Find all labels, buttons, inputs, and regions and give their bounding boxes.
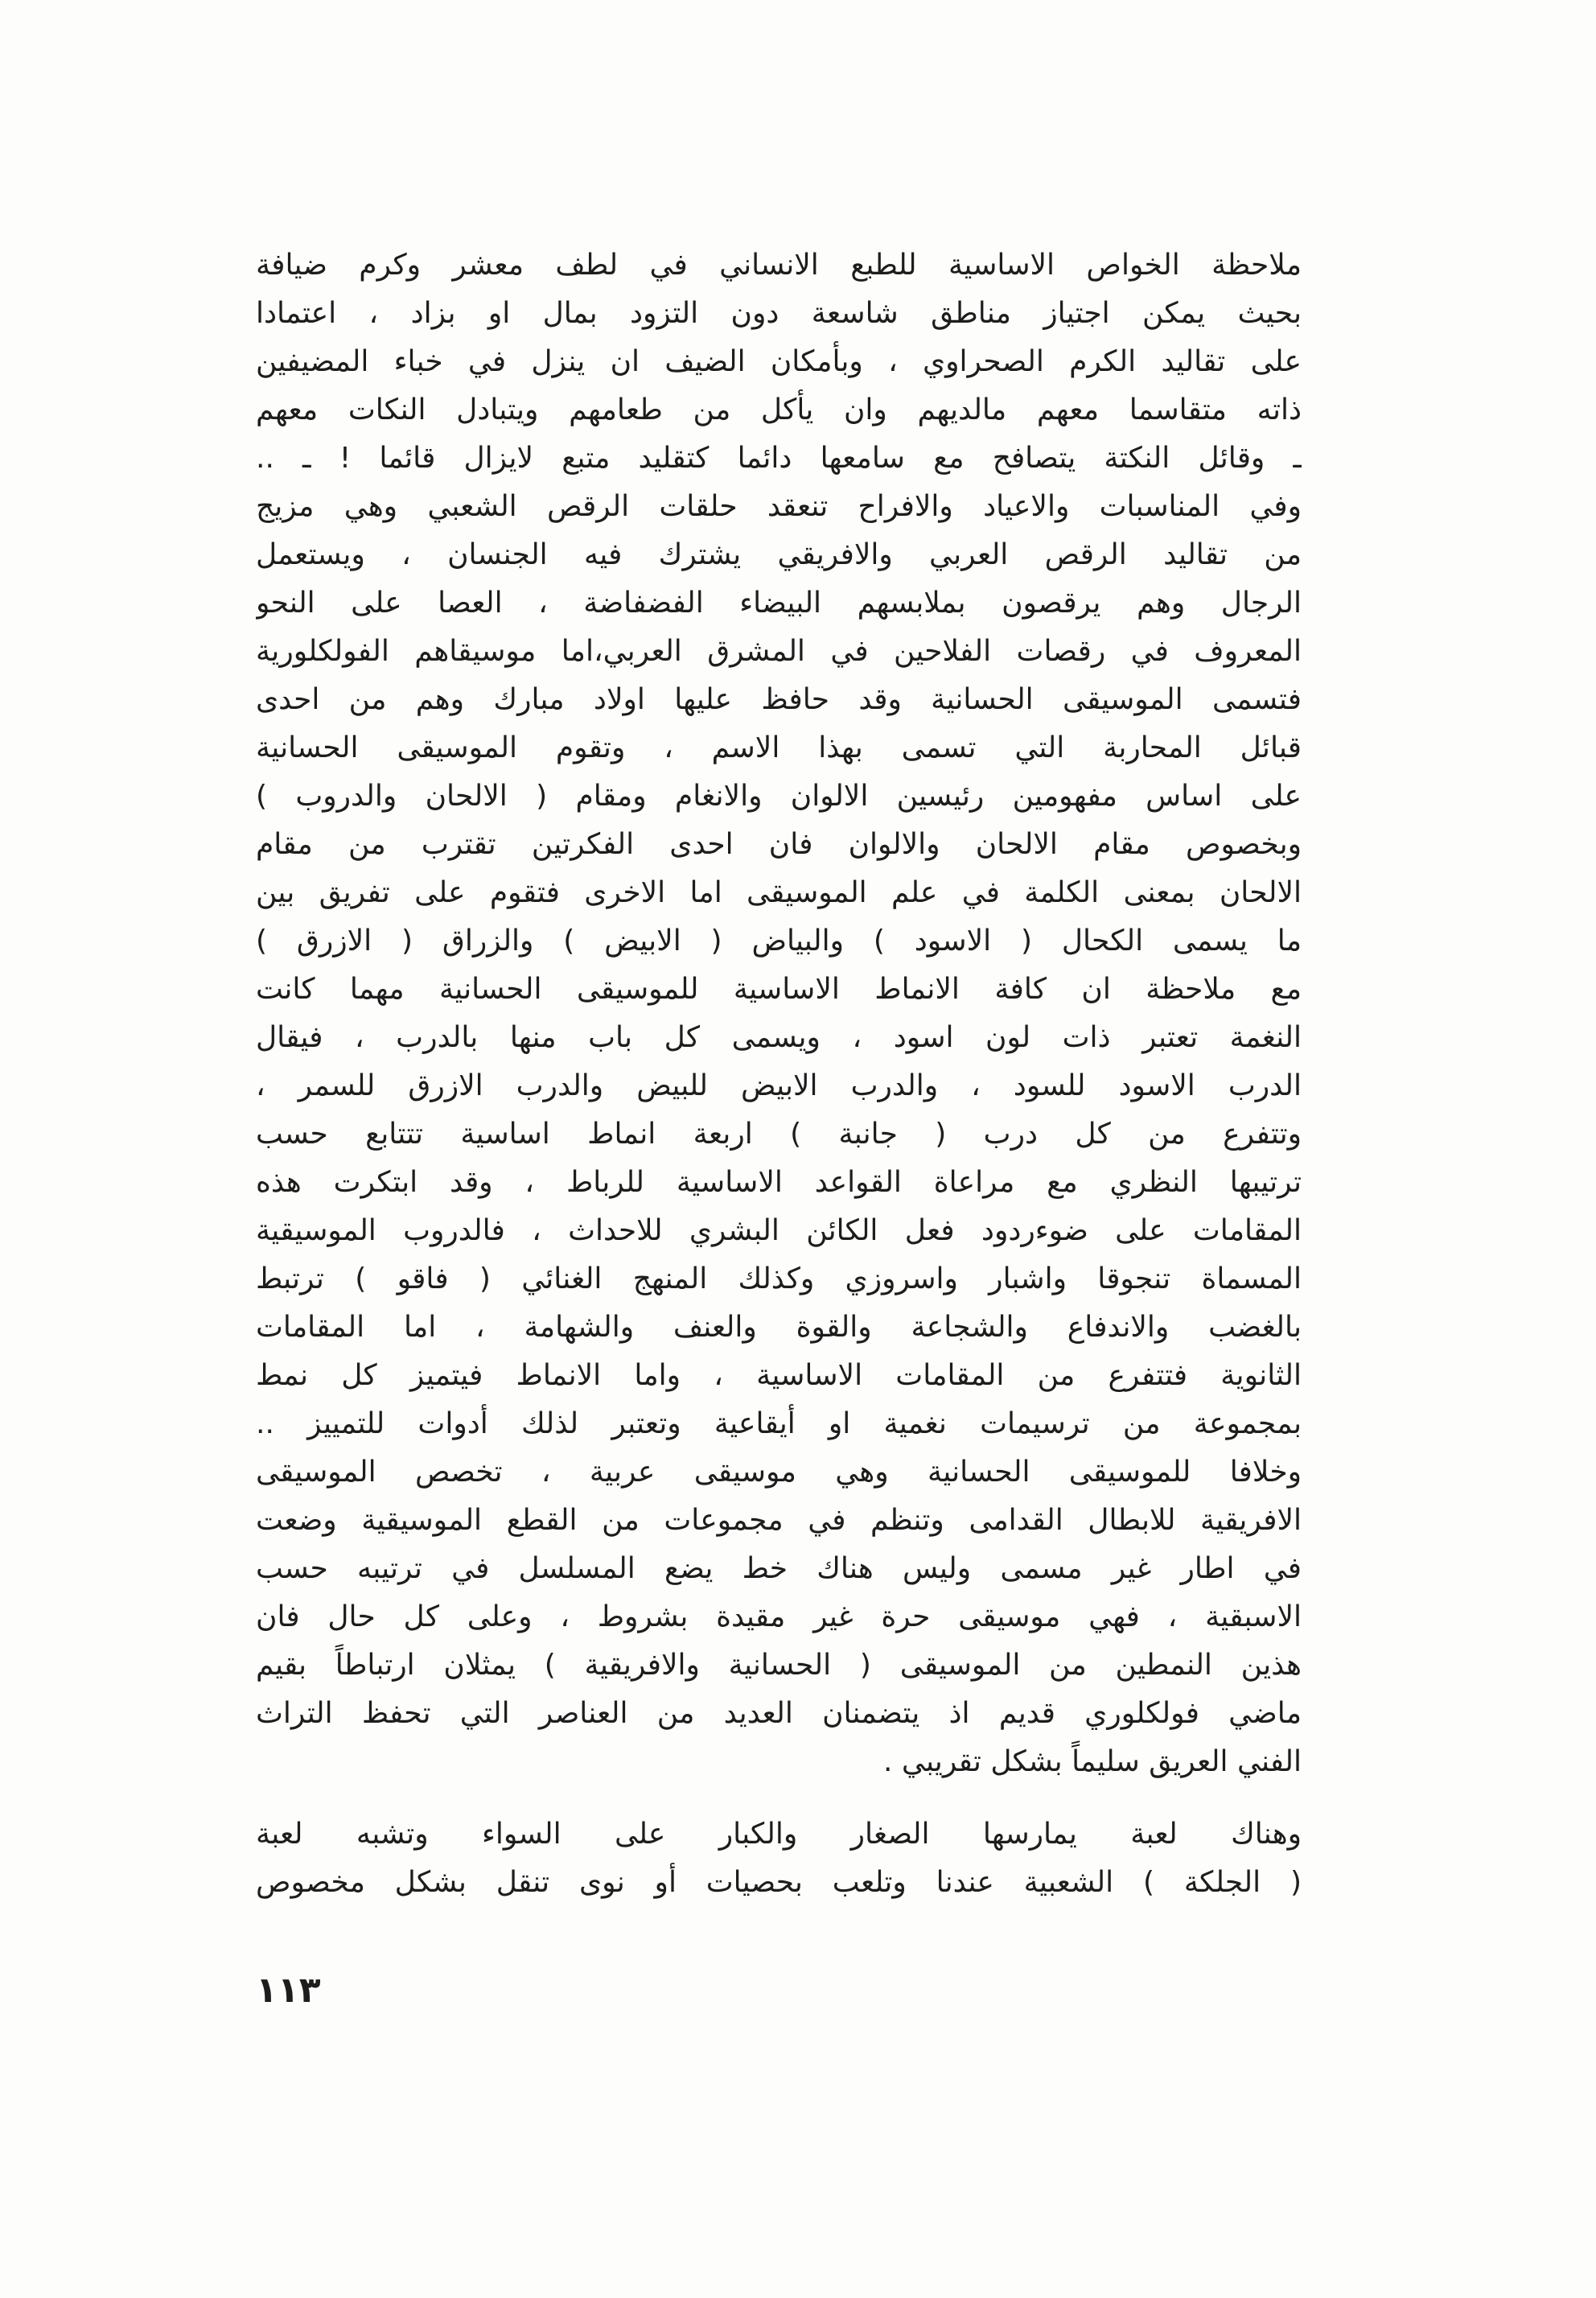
paragraph-1 xyxy=(256,241,1302,1786)
text-line: الرجال وهم يرقصون بملابسهم البيضاء الفضفاضة ، العصا على النحو xyxy=(256,587,1302,620)
text-line: على تقاليد الكرم الصحراوي ، وبأمكان الضيف ان ينزل في خباء المضيفين xyxy=(256,345,1302,378)
text-line: قبائل المحاربة التي تسمى بهذا الاسم ، وتقوم الموسيقى الحسانية xyxy=(256,731,1302,764)
text-line: بمجموعة من ترسيمات نغمية او أيقاعية وتعتبر لذلك أدوات للتمييز .. xyxy=(256,1407,1302,1440)
paragraph-gap xyxy=(256,1786,1302,1810)
text-line: الدرب الاسود للسود ، والدرب الابيض للبيض والدرب الازرق للسمر ، xyxy=(256,1069,1302,1102)
text-line: الاسبقية ، فهي موسيقى حرة غير مقيدة بشروط ، وعلى كل حال فان xyxy=(256,1600,1302,1633)
text-line: وهناك لعبة يمارسها الصغار والكبار على السواء وتشبه لعبة xyxy=(256,1818,1302,1851)
text-line: ـ وقائل النكتة يتصافح مع سامعها دائما كتقليد متبع لايزال قائما ! ـ .. xyxy=(256,442,1302,475)
text-line: على اساس مفهومين رئيسين الالوان والانغام ومقام ( الالحان والدروب ) xyxy=(256,780,1302,813)
text-line: المسماة تنجوقا واشبار واسروزي وكذلك المنهج الغنائي ( فاقو ) ترتبط xyxy=(256,1262,1302,1295)
text-line: ما يسمى الكحال ( الاسود ) والبياض ( الابيض ) والزراق ( الازرق ) xyxy=(256,925,1302,958)
text-line: الافريقية للابطال القدامى وتنظم في مجموعات من القطع الموسيقية وضعت xyxy=(256,1504,1302,1537)
text-line: المعروف في رقصات الفلاحين في المشرق العربي،اما موسيقاهم الفولكلورية xyxy=(256,635,1302,668)
text-line: الفني العريق سليماً بشكل تقريبي . xyxy=(883,1745,1302,1778)
paragraph-2 xyxy=(256,1810,1302,1907)
text-line: فتسمى الموسيقى الحسانية وقد حافظ عليها اولاد مبارك وهم من احدى xyxy=(256,683,1302,716)
text-line: وبخصوص مقام الالحان والالوان فان احدى الفكرتين تقترب من مقام xyxy=(256,828,1302,861)
text-line: ( الجلكة ) الشعبية عندنا وتلعب بحصيات أو نوى تنقل بشكل مخصوص xyxy=(256,1866,1302,1899)
text-line: من تقاليد الرقص العربي والافريقي يشترك فيه الجنسان ، ويستعمل xyxy=(256,538,1302,571)
text-line: هذين النمطين من الموسيقى ( الحسانية والافريقية ) يمثلان ارتباطاً بقيم xyxy=(256,1649,1302,1682)
text-line: ملاحظة الخواص الاساسية للطبع الانساني في لطف معشر وكرم ضيافة xyxy=(256,249,1302,282)
text-line: ذاته متقاسما معهم مالديهم وان يأكل من طعامهم ويتبادل النكات معهم xyxy=(256,393,1302,426)
text-line: المقامات على ضوءردود فعل الكائن البشري للاحداث ، فالدروب الموسيقية xyxy=(256,1214,1302,1247)
text-line: وخلافا للموسيقى الحسانية وهي موسيقى عربية ، تخصص الموسيقى xyxy=(256,1456,1302,1489)
body-text xyxy=(256,241,1302,1907)
text-line: ماضي فولكلوري قديم اذ يتضمنان العديد من العناصر التي تحفظ التراث xyxy=(256,1697,1302,1730)
text-line: بحيث يمكن اجتياز مناطق شاسعة دون التزود بمال او بزاد ، اعتمادا xyxy=(256,297,1302,330)
text-line: ترتيبها النظري مع مراعاة القواعد الاساسية للرباط ، وقد ابتكرت هذه xyxy=(256,1166,1302,1199)
text-line: النغمة تعتبر ذات لون اسود ، ويسمى كل باب منها بالدرب ، فيقال xyxy=(256,1021,1302,1054)
text-line: مع ملاحظة ان كافة الانماط الاساسية للموسيقى الحسانية مهما كانت xyxy=(256,973,1302,1006)
text-line: في اطار غير مسمى وليس هناك خط يضع المسلسل في ترتيبه حسب xyxy=(256,1552,1302,1585)
text-line: بالغضب والاندفاع والشجاعة والقوة والعنف والشهامة ، اما المقامات xyxy=(256,1311,1302,1344)
text-line: الثانوية فتتفرع من المقامات الاساسية ، واما الانماط فيتميز كل نمط xyxy=(256,1359,1302,1392)
text-line: وفي المناسبات والاعياد والافراح تنعقد حلقات الرقص الشعبي وهي مزيج xyxy=(256,490,1302,523)
text-line: الالحان بمعنى الكلمة في علم الموسيقى اما الاخرى فتقوم على تفريق بين xyxy=(256,876,1302,909)
page-number: ١١٣ xyxy=(256,1970,321,2011)
text-line: وتتفرع من كل درب ( جانبة ) اربعة انماط اساسية تتتابع حسب xyxy=(256,1118,1302,1151)
